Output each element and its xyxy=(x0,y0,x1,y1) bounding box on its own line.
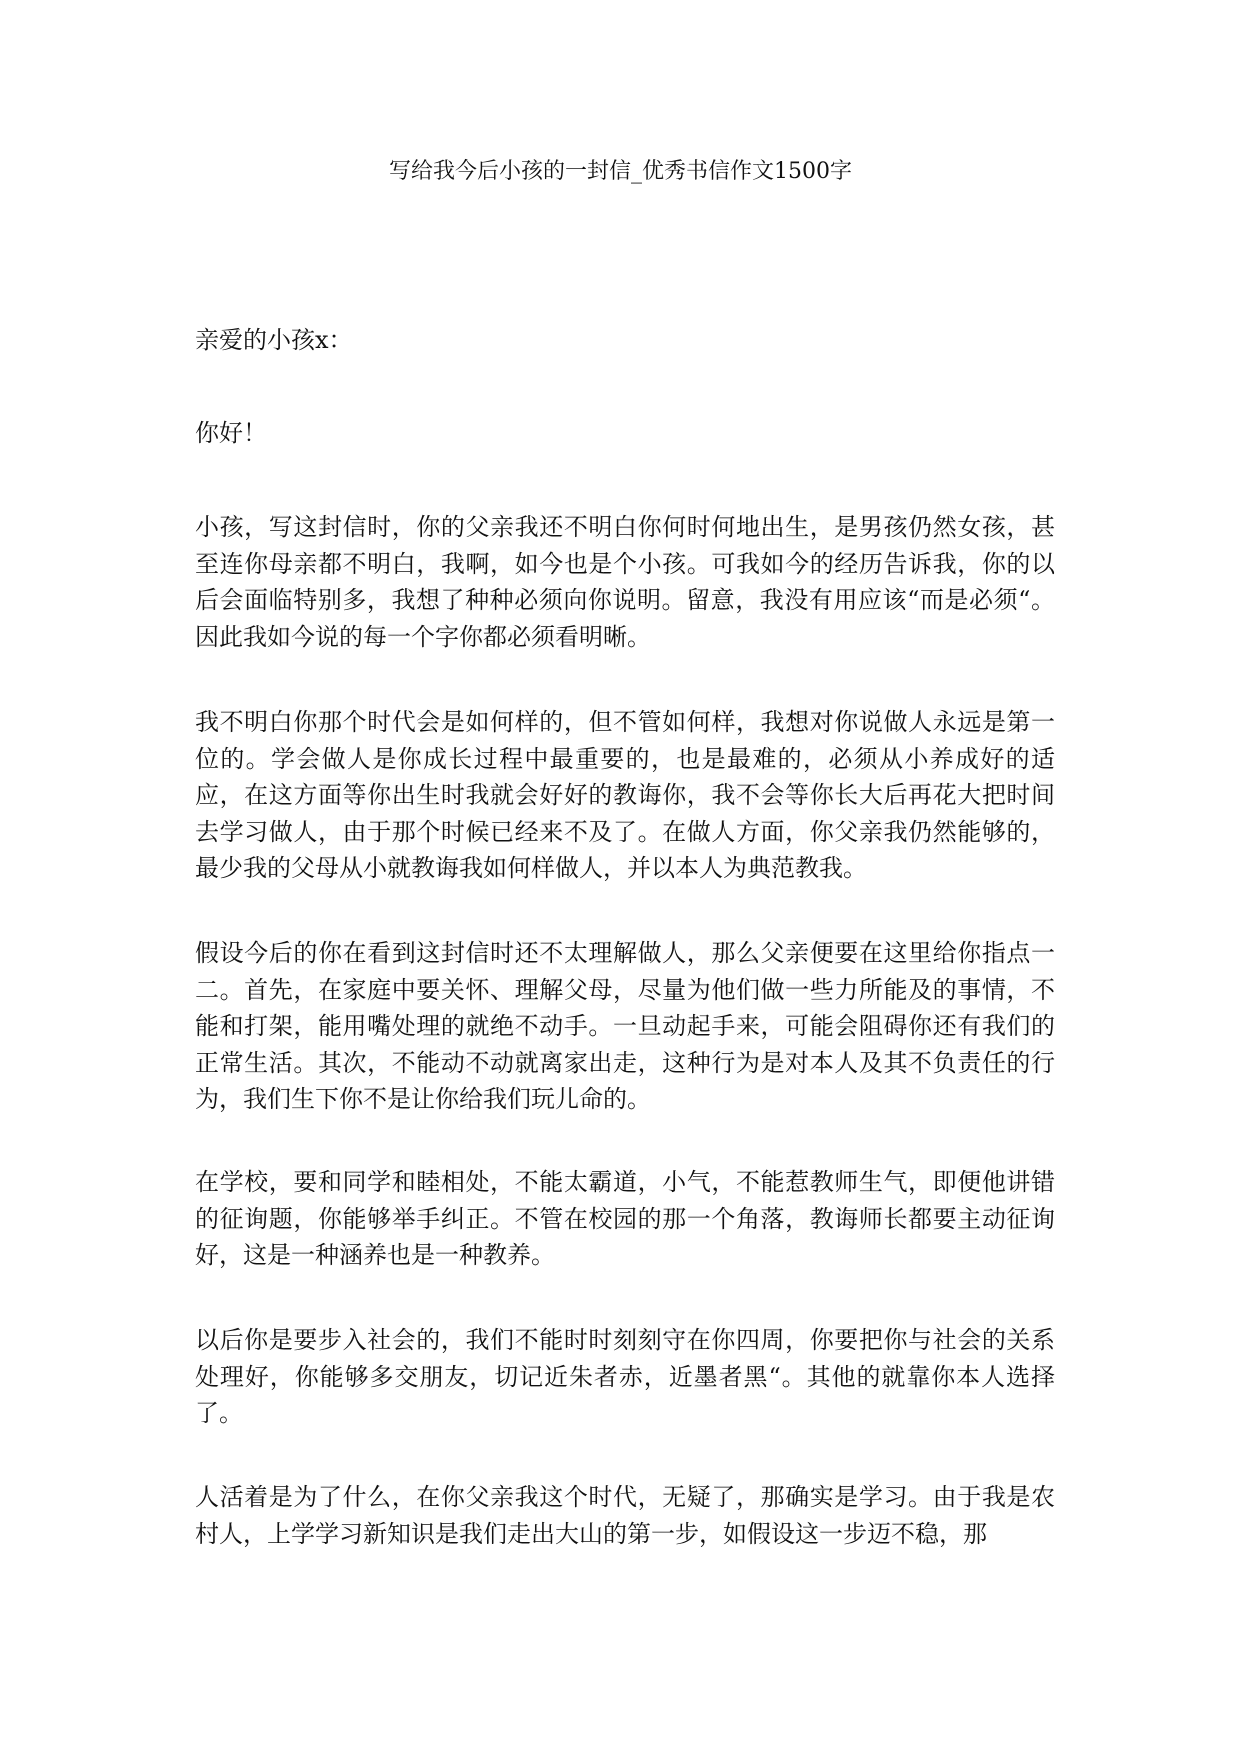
paragraph: 以后你是要步入社会的，我们不能时时刻刻守在你四周，你要把你与社会的关系处理好，你能够多交朋友，切记近朱者赤，近墨者黑“。其他的就靠你本人选择了。 xyxy=(195,1326,1055,1427)
document-title: 写给我今后小孩的一封信_优秀书信作文1500字 xyxy=(389,159,852,184)
paragraph: 小孩，写这封信时，你的父亲我还不明白你何时何地出生，是男孩仍然女孩，甚至连你母亲都不明白，我啊，如今也是个小孩。可我如今的经历告诉我，你的以后会面临特别多，我想了种种必须向你说明。留意，我没有用应该“而是必须“。因此我如今说的每一个字你都必须看明晰。 xyxy=(195,513,1055,651)
paragraph: 假设今后的你在看到这封信时还不太理解做人，那么父亲便要在这里给你指点一二。首先，在家庭中要关怀、理解父母，尽量为他们做一些力所能及的事情，不能和打架，能用嘴处理的就绝不动手。一旦动起手来，可能会阻碍你还有我们的正常生活。其次，不能动不动就离家出走，这种行为是对本人及其不负责任的行为，我们生下你不是让你给我们玩儿命的。 xyxy=(195,939,1055,1113)
paragraph: 我不明白你那个时代会是如何样的，但不管如何样，我想对你说做人永远是第一位的。学会做人是你成长过程中最重要的，也是最难的，必须从小养成好的适应，在这方面等你出生时我就会好好的教诲你，我不会等你长大后再花大把时间去学习做人，由于那个时候已经来不及了。在做人方面，你父亲我仍然能够的，最少我的父母从小就教诲我如何样做人，并以本人为典范教我。 xyxy=(195,708,1055,882)
paragraph: 在学校，要和同学和睦相处，不能太霸道，小气，不能惹教师生气，即便他讲错的征询题，你能够举手纠正。不管在校园的那一个角落，教诲师长都要主动征询好，这是一种涵养也是一种教养。 xyxy=(195,1168,1055,1269)
paragraph: 人活着是为了什么，在你父亲我这个时代，无疑了，那确实是学习。由于我是农村人，上学学习新知识是我们走出大山的第一步，如假设这一步迈不稳，那 xyxy=(195,1483,1055,1548)
salutation: 亲爱的小孩x： xyxy=(195,326,353,354)
greeting: 你好！ xyxy=(195,419,267,447)
